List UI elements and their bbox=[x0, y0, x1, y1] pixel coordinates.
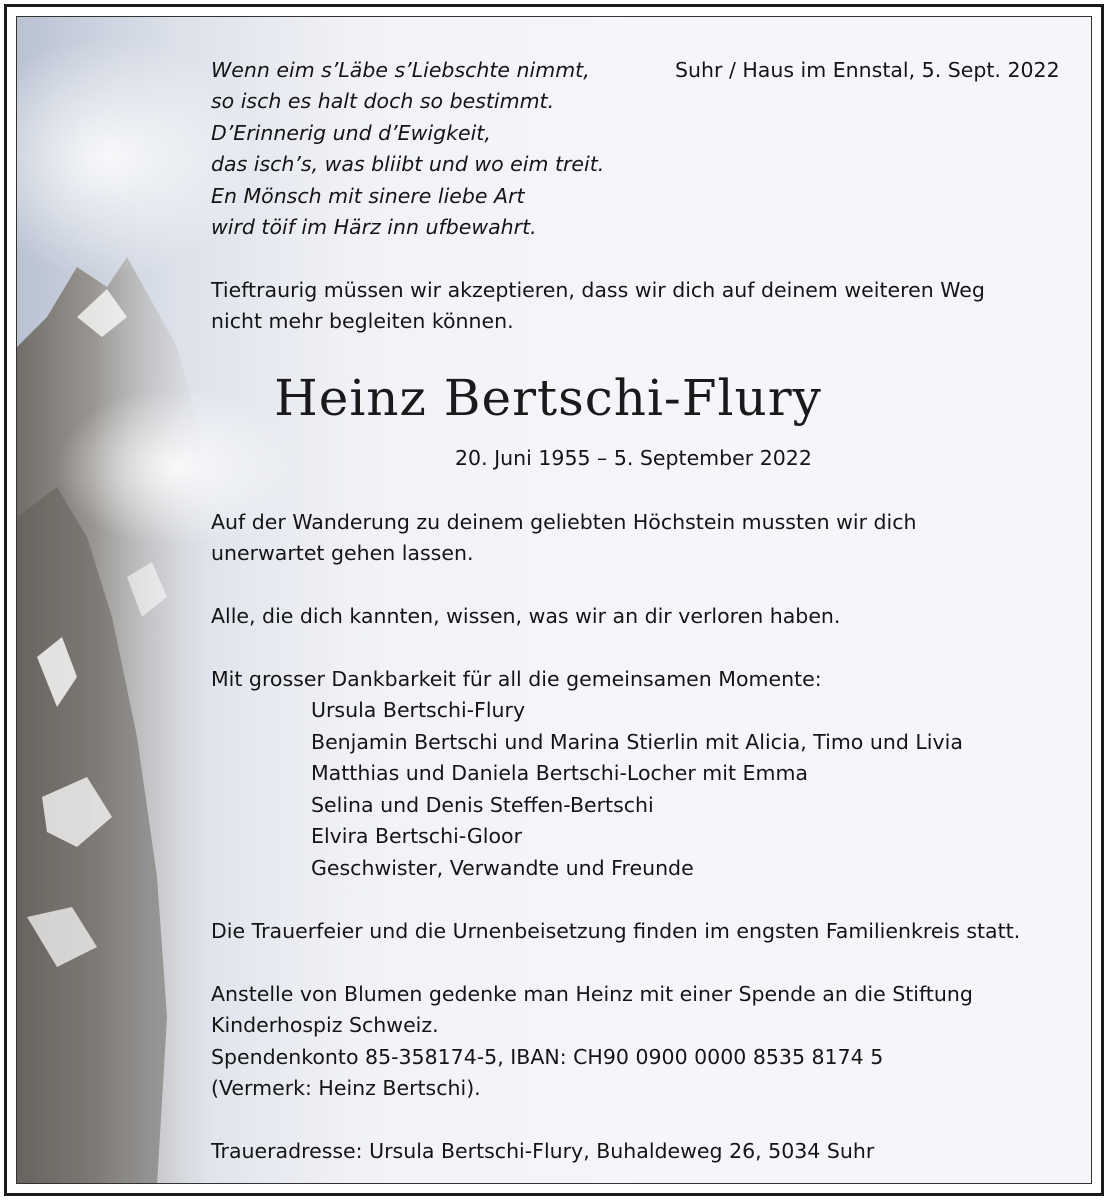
donation-line: (Vermerk: Heinz Bertschi). bbox=[211, 1076, 481, 1100]
funeral-note: Die Trauerfeier und die Urnenbeisetzung finden im engsten Familienkreis statt. bbox=[211, 919, 1021, 943]
intro-line: Tieftraurig müssen wir akzeptieren, dass wir dich auf deinem weiteren Weg bbox=[211, 278, 985, 302]
poem-line: wird töif im Härz inn ufbewahrt. bbox=[211, 215, 537, 239]
poem-line: En Mönsch mit sinere liebe Art bbox=[211, 184, 525, 208]
deceased-name: Heinz Bertschi-Flury bbox=[274, 369, 822, 427]
poem-line: das isch’s, was bliibt und wo eim treit. bbox=[211, 152, 605, 176]
mourner-name: Selina und Denis Steffen-Bertschi bbox=[311, 793, 654, 817]
donation-line: Kinderhospiz Schweiz. bbox=[211, 1013, 439, 1037]
mourner-name: Benjamin Bertschi und Marina Stierlin mit Alicia, Timo und Livia bbox=[311, 730, 963, 754]
poem-line: so isch es halt doch so bestimmt. bbox=[211, 89, 555, 113]
paragraph-line: Auf der Wanderung zu deinem geliebten Höchstein mussten wir dich bbox=[211, 510, 917, 534]
paragraph-line: Alle, die dich kannten, wissen, was wir an dir verloren haben. bbox=[211, 604, 841, 628]
gratitude-intro: Mit grosser Dankbarkeit für all die gemeinsamen Momente: bbox=[211, 667, 822, 691]
paragraph-line: unerwartet gehen lassen. bbox=[211, 541, 474, 565]
mourning-address: Traueradresse: Ursula Bertschi-Flury, Buhaldeweg 26, 5034 Suhr bbox=[211, 1139, 875, 1163]
obituary-card bbox=[16, 16, 1092, 1184]
donation-line: Anstelle von Blumen gedenke man Heinz mit einer Spende an die Stiftung bbox=[211, 982, 973, 1006]
place-date: Suhr / Haus im Ennstal, 5. Sept. 2022 bbox=[675, 58, 1060, 82]
mourner-name: Matthias und Daniela Bertschi-Locher mit Emma bbox=[311, 761, 808, 785]
outer-frame bbox=[4, 4, 1104, 1196]
donation-line: Spendenkonto 85-358174-5, IBAN: CH90 0900 0000 8535 8174 5 bbox=[211, 1045, 884, 1069]
intro-line: nicht mehr begleiten können. bbox=[211, 309, 514, 333]
poem-line: Wenn eim s’Läbe s’Liebschte nimmt, bbox=[211, 58, 590, 82]
mourner-name: Ursula Bertschi-Flury bbox=[311, 698, 526, 722]
poem-line: D’Erinnerig und d’Ewigkeit, bbox=[211, 121, 491, 145]
mourner-name: Geschwister, Verwandte und Freunde bbox=[311, 856, 694, 880]
life-dates: 20. Juni 1955 – 5. September 2022 bbox=[455, 446, 812, 470]
mourner-name: Elvira Bertschi-Gloor bbox=[311, 824, 523, 848]
